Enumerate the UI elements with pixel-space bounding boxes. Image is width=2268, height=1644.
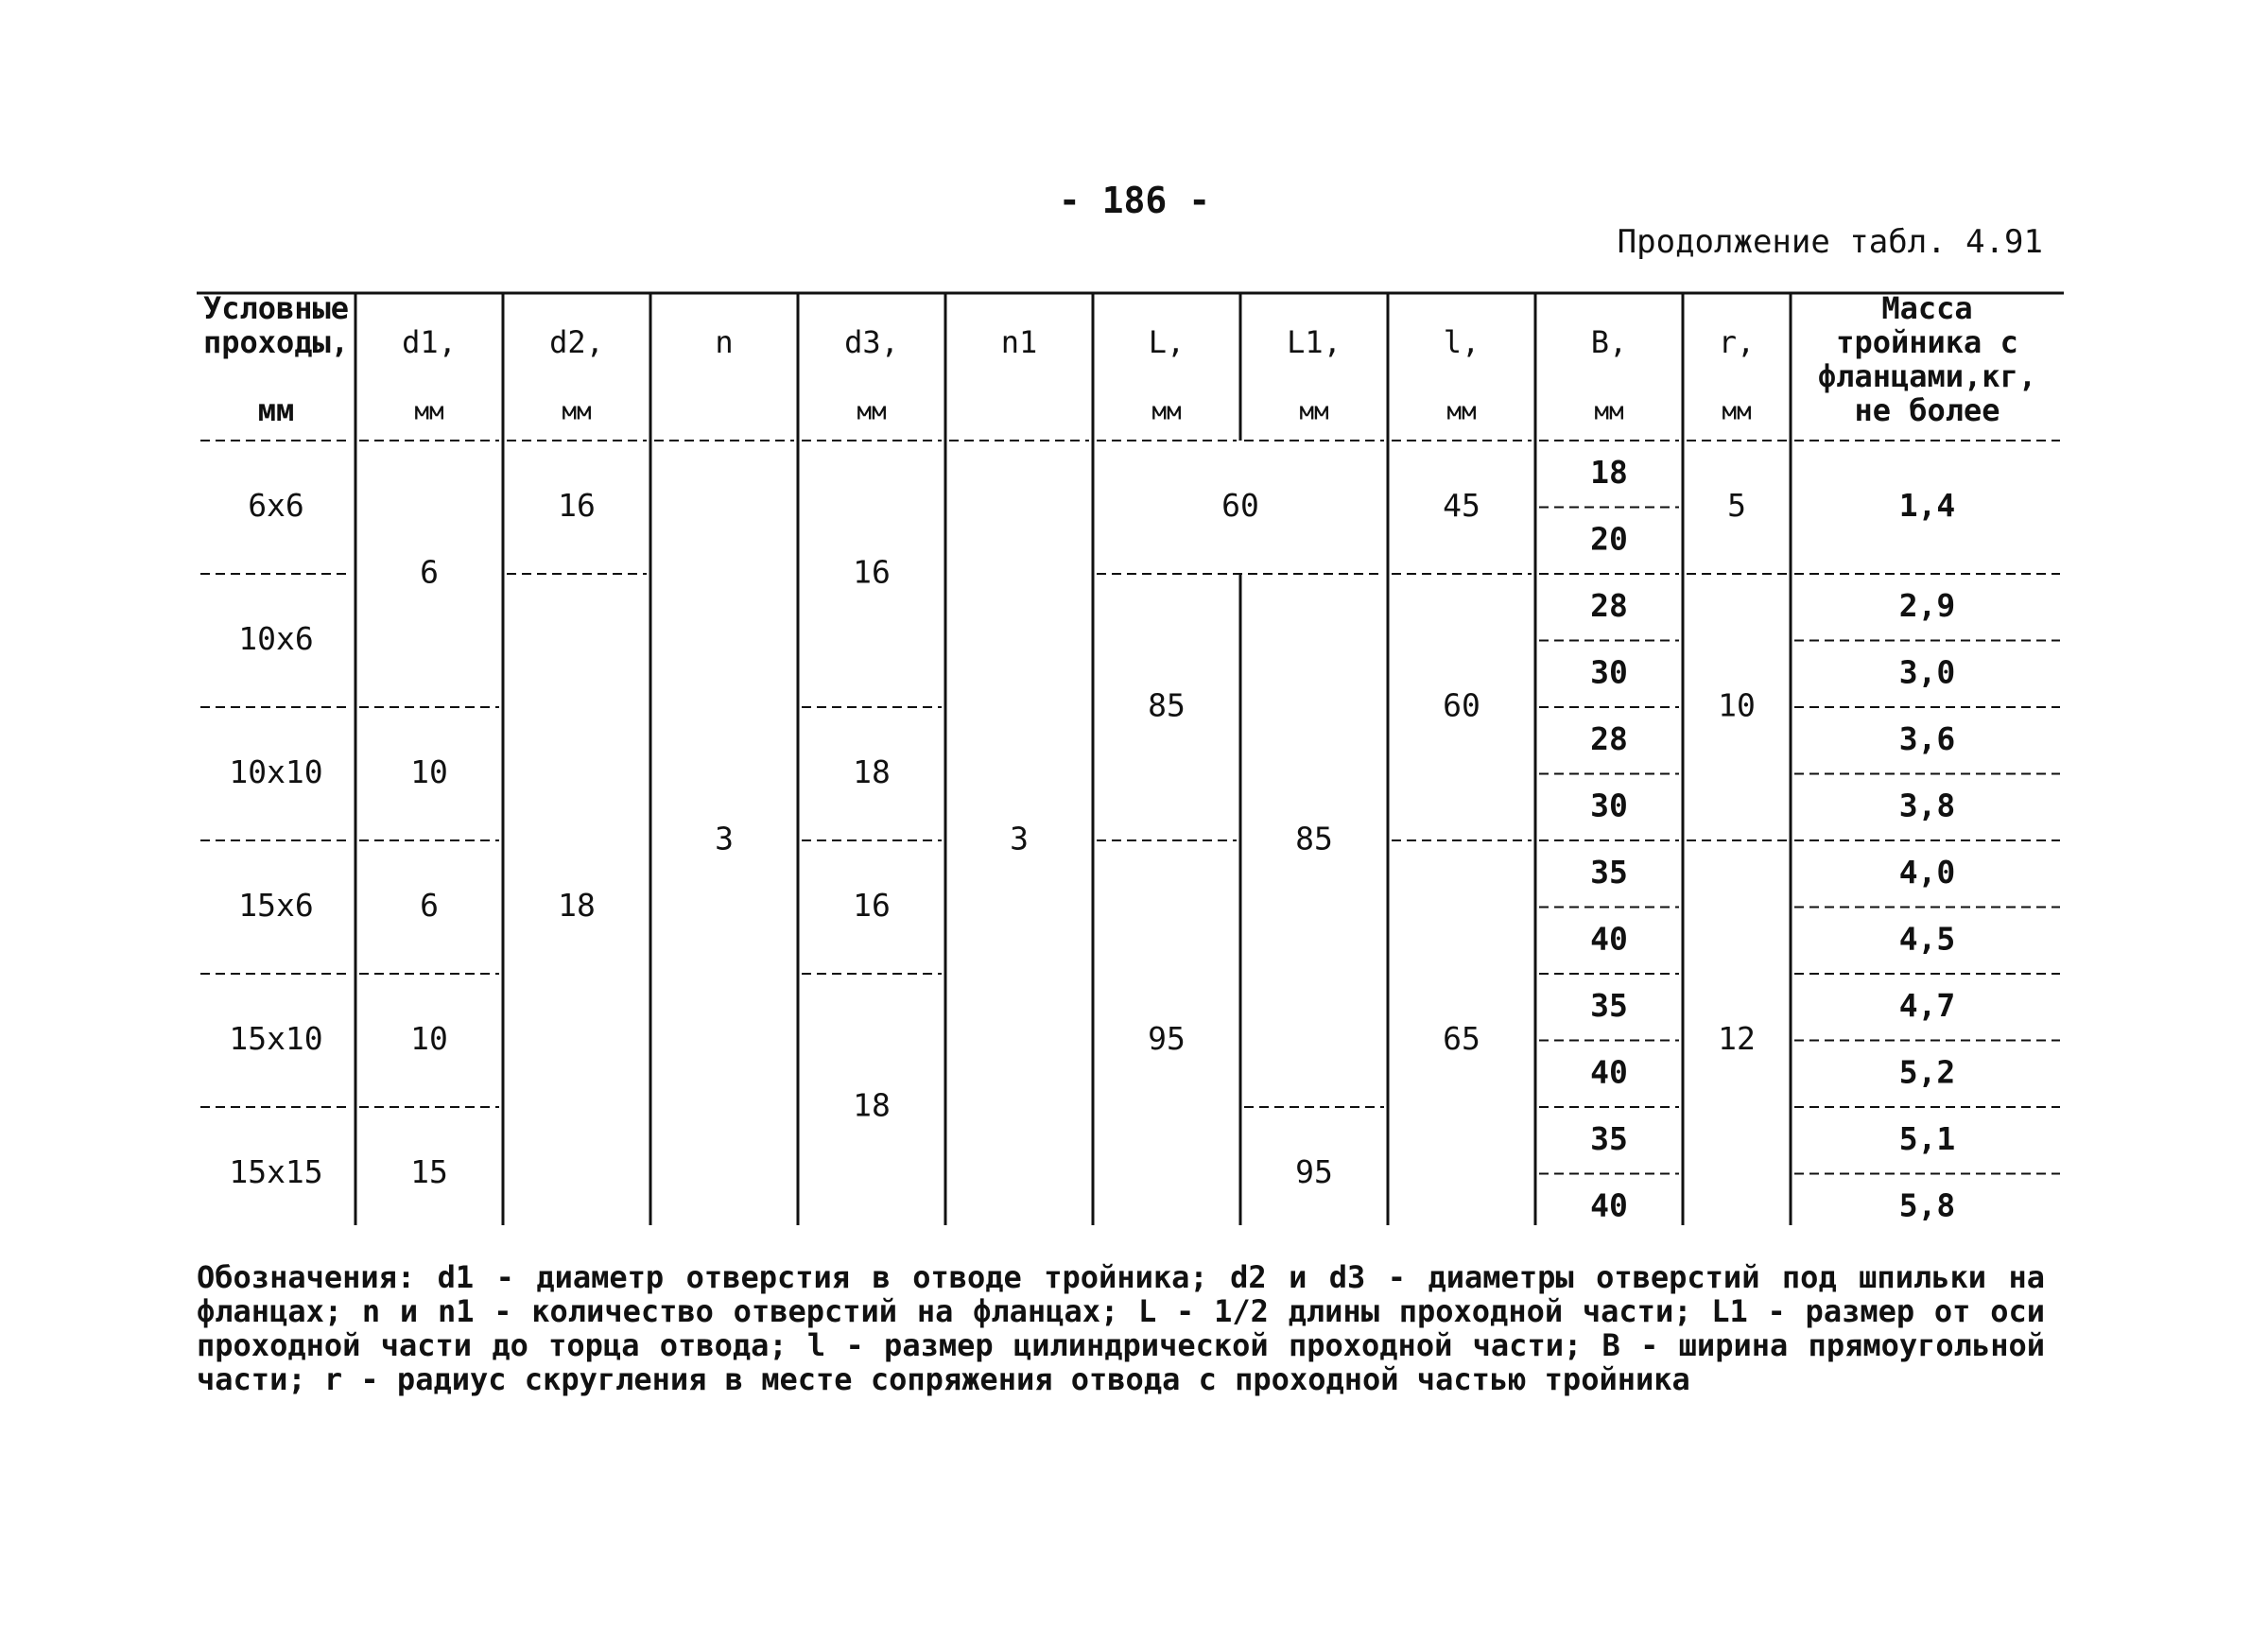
table-cell: 15x15	[229, 1153, 323, 1190]
table-cell: 18	[558, 887, 596, 924]
header-cell-9: B,	[1590, 324, 1628, 360]
table-cell: 4,5	[1898, 920, 1956, 958]
table-cell: 3,0	[1898, 653, 1956, 691]
table-cell: 16	[558, 487, 596, 524]
header-cell-11: тройника с	[1836, 324, 2018, 360]
table-cell: 85	[1148, 686, 1186, 724]
table-cell: 3	[715, 820, 734, 857]
legend-notes	[197, 1259, 2064, 1397]
table-cell: 85	[1295, 820, 1333, 857]
table-cell: 16	[853, 553, 891, 591]
table-cell: 12	[1718, 1020, 1756, 1057]
header-cell-4: мм	[857, 397, 887, 426]
header-cell-10: r,	[1718, 324, 1756, 360]
header-cell-1: мм	[414, 397, 444, 426]
legend-text: Обозначения: d1 - диаметр отверстия в отводе тройника; d2 и d3 - диаметры отверстий под шпильки на фланцах; n и n1 - количество отверстий на фланцах; L - 1/2 длины проходной части; L1 - размер от оси проходной части до торца отвода; l - размер цилиндрической проходной части; B - ширина прямоугольной части; r - радиус скругления в месте сопряжения отвода с проходной частью тройника	[197, 1259, 2064, 1397]
table-cell: 35	[1590, 853, 1628, 891]
table-cell: 6	[420, 887, 439, 924]
table-cell: 10	[410, 1020, 448, 1057]
table-cell: 3,8	[1898, 787, 1956, 824]
table-cell: 16	[853, 887, 891, 924]
table-cell: 4,7	[1898, 986, 1956, 1024]
header-cell-1: d1,	[402, 324, 457, 360]
table-cell: 65	[1443, 1020, 1480, 1057]
header-cell-11: не более	[1854, 392, 2000, 428]
header-cell-0: мм	[257, 392, 295, 428]
table-cell: 5,2	[1898, 1053, 1956, 1091]
table-cell: 18	[1590, 453, 1628, 491]
table-cell: 95	[1148, 1020, 1186, 1057]
table-cell: 6	[420, 553, 439, 591]
data-table	[197, 289, 2069, 1229]
table-cell: 60	[1221, 487, 1259, 524]
header-cell-11: фланцами,кг,	[1817, 358, 2037, 394]
table-cell: 30	[1590, 787, 1628, 824]
table-cell: 6x6	[248, 487, 304, 524]
table-cell: 45	[1443, 487, 1480, 524]
table-cell: 3	[1010, 820, 1029, 857]
header-cell-3: n	[715, 324, 734, 360]
header-cell-8: мм	[1446, 397, 1477, 426]
header-cell-0: проходы,	[202, 324, 350, 360]
table-cell: 18	[853, 753, 891, 790]
table-cell: 15	[410, 1153, 448, 1190]
table-cell: 15x6	[238, 887, 314, 924]
header-cell-5: n1	[1000, 324, 1038, 360]
table-cell: 3,6	[1898, 719, 1956, 757]
table-cell: 4,0	[1898, 853, 1956, 891]
table-cell: 2,9	[1898, 586, 1956, 624]
header-cell-4: d3,	[844, 324, 899, 360]
table-cell: 95	[1295, 1153, 1333, 1190]
header-cell-7: L1,	[1287, 324, 1342, 360]
table-cell: 35	[1590, 986, 1628, 1024]
table-cell: 40	[1590, 1186, 1628, 1224]
table-cell: 40	[1590, 920, 1628, 958]
header-cell-2: d2,	[549, 324, 604, 360]
table-cell: 10	[410, 753, 448, 790]
table-cell: 10x6	[238, 620, 314, 657]
table-cell: 10	[1718, 686, 1756, 724]
header-cell-10: мм	[1722, 397, 1752, 426]
table-cell: 35	[1590, 1119, 1628, 1157]
header-cell-2: мм	[562, 397, 592, 426]
header-cell-0: Условные	[202, 290, 350, 326]
table-cell: 20	[1590, 520, 1628, 558]
table-cell: 1,4	[1898, 487, 1956, 524]
table-cell: 10x10	[229, 753, 323, 790]
table-cell: 28	[1590, 719, 1628, 757]
table-cell: 5,8	[1898, 1186, 1956, 1224]
table-cell: 5	[1727, 487, 1746, 524]
header-cell-6: мм	[1151, 397, 1182, 426]
table-graphic	[197, 289, 2069, 1225]
header-cell-9: мм	[1594, 397, 1624, 426]
table-cell: 30	[1590, 653, 1628, 691]
table-cell: 15x10	[229, 1020, 323, 1057]
table-cell: 5,1	[1898, 1119, 1956, 1157]
table-cell: 28	[1590, 586, 1628, 624]
table-cell: 40	[1590, 1053, 1628, 1091]
table-cell: 18	[853, 1086, 891, 1124]
page-number: - 186 -	[1058, 180, 1211, 221]
header-cell-8: l,	[1443, 324, 1480, 360]
header-cell-6: L,	[1148, 324, 1186, 360]
table-caption: Продолжение табл. 4.91	[1617, 223, 2043, 261]
header-cell-7: мм	[1299, 397, 1329, 426]
table-cell: 60	[1443, 686, 1480, 724]
header-cell-11: Масса	[1881, 290, 1973, 326]
